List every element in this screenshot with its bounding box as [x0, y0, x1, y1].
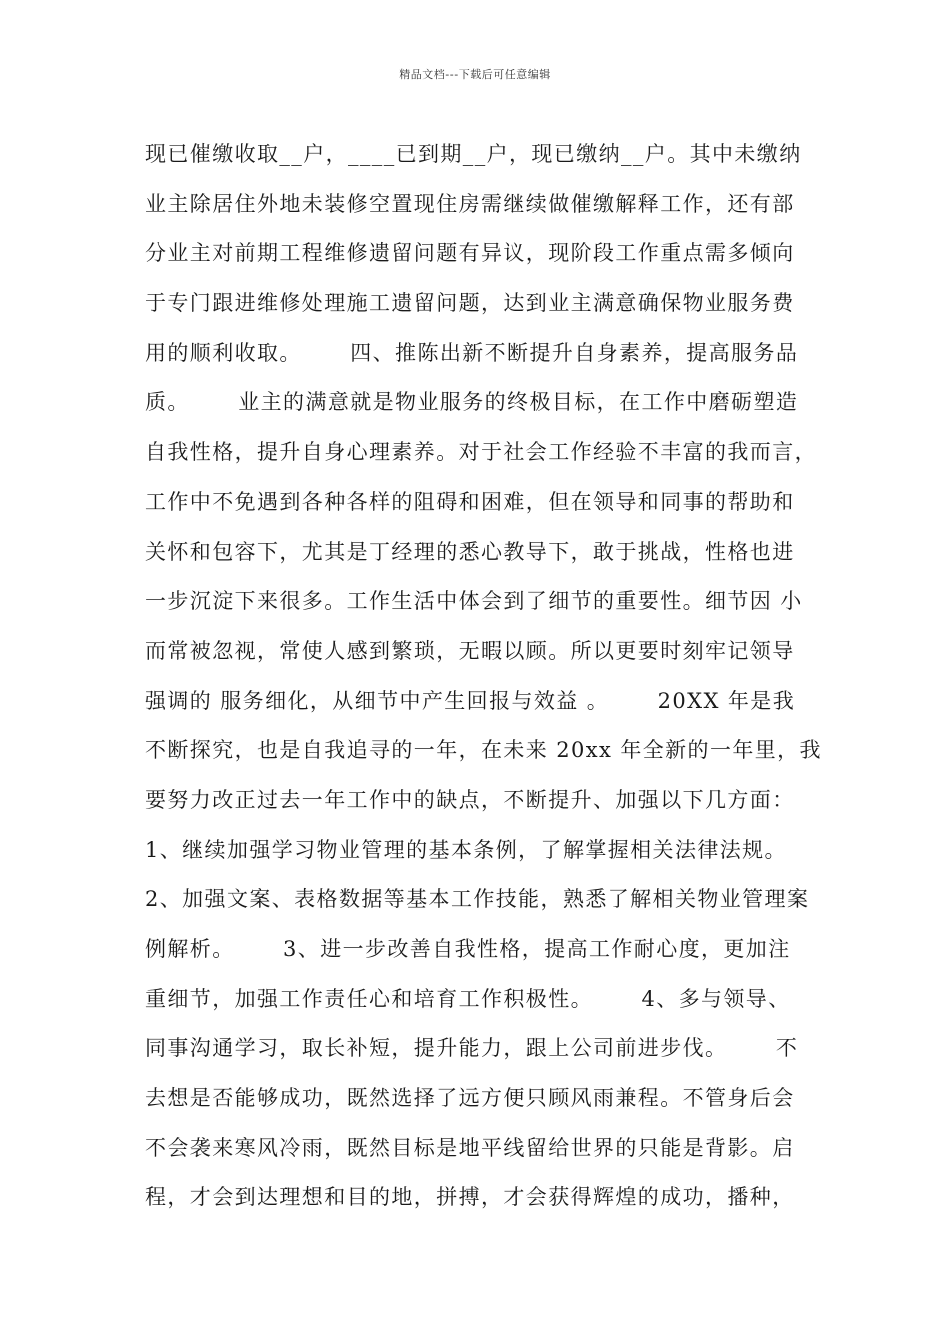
text-line: 1、继续加强学习物业管理的基本条例，了解掌握相关法律法规。 [145, 837, 787, 862]
text-line: 重细节，加强工作责任心和培育工作积极性。 4、多与领导、 [145, 986, 791, 1011]
text-line: 同事沟通学习，取长补短，提升能力，跟上公司前进步伐。 不 [145, 1036, 799, 1061]
text-line: 工作中不免遇到各种各样的阻碍和困难，但在领导和同事的帮助和 [145, 489, 795, 514]
text-line: 2、加强文案、表格数据等基本工作技能，熟悉了解相关物业管理案 [145, 887, 810, 912]
text-line: 业主除居住外地未装修空置现住房需继续做催缴解释工作，还有部 [145, 191, 795, 216]
text-line: 例解析。 3、进一步改善自我性格，提高工作耐心度，更加注 [145, 937, 791, 961]
text-line: 去想是否能够成功，既然选择了远方便只顾风雨兼程。不管身后会 [145, 1086, 795, 1111]
text-line: 程，才会到达理想和目的地，拼搏，才会获得辉煌的成功，播种， [145, 1185, 795, 1210]
text-line: 关怀和包容下，尤其是丁经理的悉心教导下，敢于挑战，性格也进 [145, 539, 795, 564]
text-line: 自我性格，提升自身心理素养。对于社会工作经验不丰富的我而言， [145, 440, 817, 465]
text-line: 质。 业主的满意就是物业服务的终极目标，在工作中磨砺塑造 [145, 390, 799, 415]
text-line: 一步沉淀下来很多。工作生活中体会到了细节的重要性。细节因 小 [145, 589, 803, 614]
text-line: 现已催缴收取__户，____已到期__户，现已缴纳__户。其中未缴纳 [145, 142, 802, 166]
page-header: 精品文档---下载后可任意编辑 [399, 68, 551, 81]
text-line: 用的顺利收取。 四、推陈出新不断提升自身素养，提高服务品 [145, 340, 799, 365]
text-line: 强调的 服务细化，从细节中产生回报与效益 。 20XX 年是我 [145, 688, 796, 713]
text-line: 要努力改正过去一年工作中的缺点，不断提升、加强以下几方面： [145, 787, 795, 812]
body-text [145, 134, 825, 1227]
text-line: 不断探究，也是自我追寻的一年，在未来 20xx 年全新的一年里，我 [145, 738, 822, 763]
text-line: 而常被忽视，常使人感到繁琐，无暇以顾。所以更要时刻牢记领导 [145, 638, 795, 663]
text-line: 不会袭来寒风冷雨，既然目标是地平线留给世界的只能是背影。启 [145, 1135, 795, 1160]
text-line: 于专门跟进维修处理施工遗留问题，达到业主满意确保物业服务费 [145, 291, 795, 316]
text-line: 分业主对前期工程维修遗留问题有异议，现阶段工作重点需多倾向 [145, 241, 795, 266]
